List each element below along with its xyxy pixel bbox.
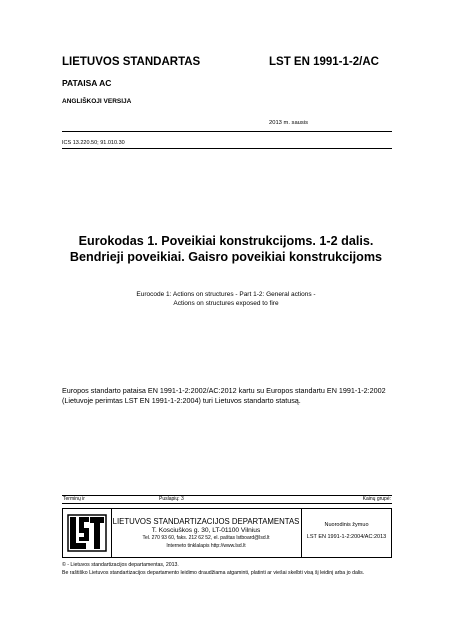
ics-code: ICS 13.220.50; 91.010.30: [62, 140, 125, 146]
document-meta-bar: [62, 495, 392, 504]
title-lt-line2: Bendrieji poveikiai. Gaisro poveikiai konstrukcijoms: [69, 250, 383, 264]
terms-label: Terminų ir: [63, 495, 85, 502]
amendment-label: PATAISA AC: [62, 78, 112, 88]
department-website: Interneto tinklalapis http://www.lsd.lt: [166, 542, 246, 549]
status-line1: Europos standarto pataisa EN 1991-1-2:2002/AC:2012 kartu su Europos standartu EN 1991-1-2:2002: [62, 386, 386, 395]
price-group-label: Kainų grupė:: [362, 495, 391, 502]
copyright-restriction: Be raštiško Lietuvos standartizacijos departamento leidimo draudžiama atgaminti, platinti ar viešai skelbti visą šį leidinį arba jo dalis.: [62, 570, 365, 576]
copyright-notice: © - Lietuvos standartizacijos departamentas, 2013.: [62, 562, 179, 568]
lst-logo-icon: [63, 509, 111, 557]
department-address: T. Kosciuškos g. 30, LT-01100 Vilnius: [151, 527, 261, 534]
reference-label: Nuorodinis žymuo: [324, 522, 369, 528]
standard-code: LST EN 1991-1-2/AC: [269, 56, 379, 68]
title-en-line1: Eurocode 1: Actions on structures - Part 1-2: General actions -: [136, 291, 316, 298]
reference-code: LST EN 1991-1-2:2004/AC:2013: [306, 534, 387, 540]
divider-top: [62, 131, 392, 132]
title-en-line2: Actions on structures exposed to fire: [173, 300, 279, 307]
divider-ics: [62, 148, 392, 149]
pages-label: Puslapių: 3: [159, 495, 184, 502]
department-box: [62, 508, 392, 558]
publication-date: 2013 m. sausis: [269, 120, 308, 126]
reference-cell: [301, 509, 392, 557]
title-en: [0, 290, 452, 308]
lst-logo: [63, 509, 112, 557]
title-lt: [0, 233, 452, 265]
standard-type: LIETUVOS STANDARTAS: [62, 56, 201, 68]
department-info: [111, 509, 302, 557]
department-name: LIETUVOS STANDARTIZACIJOS DEPARTAMENTAS: [112, 517, 300, 526]
version-label: ANGLIŠKOJI VERSIJA: [62, 98, 132, 105]
status-line2: (Lietuvoje perimtas LST EN 1991-1-2:2004) turi Lietuvos standarto statusą.: [62, 396, 301, 405]
title-lt-line1: Eurokodas 1. Poveikiai konstrukcijoms. 1-2 dalis.: [78, 234, 374, 248]
status-paragraph: [62, 386, 402, 406]
department-contacts: Tel. 270 93 60, faks. 212 62 52, el. paštas lstboard@lsd.lt: [142, 535, 270, 541]
